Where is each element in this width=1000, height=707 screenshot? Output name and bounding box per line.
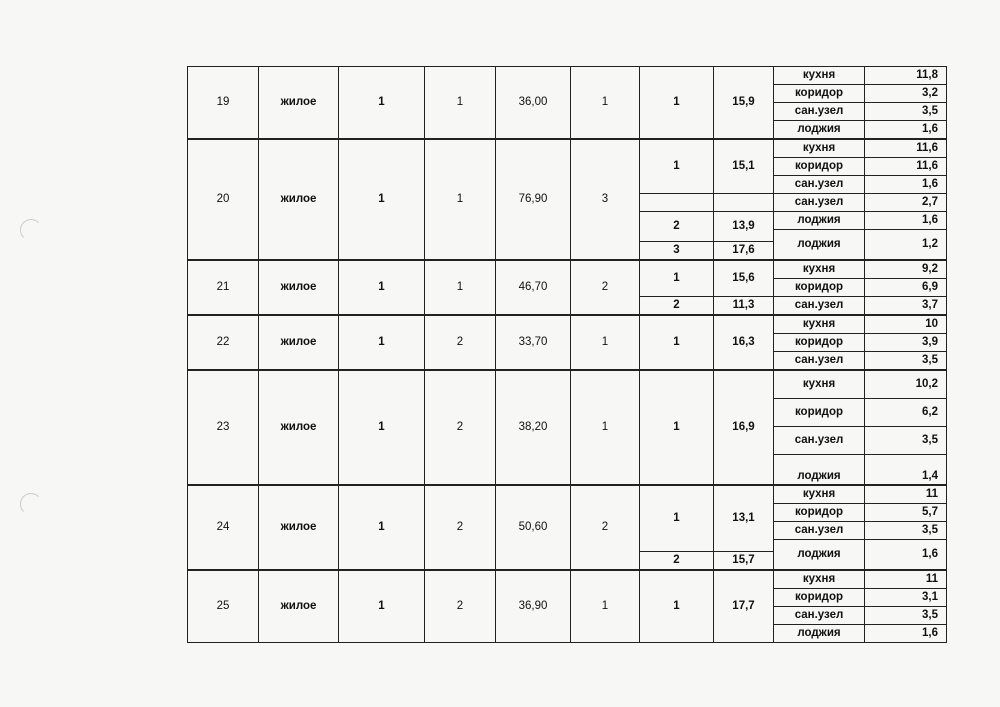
aux-room-area: 1,6 xyxy=(865,540,947,571)
room-number: 2 xyxy=(640,212,714,242)
aux-room-area: 10,2 xyxy=(865,370,947,399)
aux-room-area: 9,2 xyxy=(865,260,947,279)
apartment-total-area: 50,60 xyxy=(496,485,571,570)
apartment-number: 22 xyxy=(188,315,259,370)
apartment-col3: 1 xyxy=(339,139,425,260)
aux-room-name: сан.узел xyxy=(774,297,865,316)
room-area: 15,1 xyxy=(714,139,774,194)
aux-room-area: 1,4 xyxy=(865,455,947,486)
aux-room-name: коридор xyxy=(774,279,865,297)
aux-room-name: сан.узел xyxy=(774,352,865,371)
punch-hole-top xyxy=(20,219,42,241)
aux-room-area: 1,2 xyxy=(865,230,947,261)
apartment-col4: 2 xyxy=(425,570,496,643)
aux-room-name: лоджия xyxy=(774,625,865,643)
aux-room-name: кухня xyxy=(774,260,865,279)
aux-room-area: 3,1 xyxy=(865,589,947,607)
apartment-room-count: 1 xyxy=(571,67,640,140)
room-number: 1 xyxy=(640,260,714,297)
apartment-total-area: 46,70 xyxy=(496,260,571,315)
apartment-room-count: 2 xyxy=(571,485,640,570)
apartment-col4: 2 xyxy=(425,370,496,485)
apartment-type: жилое xyxy=(259,260,339,315)
aux-room-area: 3,5 xyxy=(865,103,947,121)
apartment-col4: 2 xyxy=(425,485,496,570)
apartment-room-count: 1 xyxy=(571,370,640,485)
aux-room-area: 5,7 xyxy=(865,504,947,522)
aux-room-area: 2,7 xyxy=(865,194,947,212)
apartment-col3: 1 xyxy=(339,485,425,570)
aux-room-name: кухня xyxy=(774,315,865,334)
aux-room-area: 11,6 xyxy=(865,139,947,158)
aux-room-name: кухня xyxy=(774,370,865,399)
aux-room-area: 3,5 xyxy=(865,427,947,455)
aux-room-name: сан.узел xyxy=(774,522,865,540)
aux-room-area: 1,6 xyxy=(865,176,947,194)
apartment-number: 23 xyxy=(188,370,259,485)
punch-hole-bottom xyxy=(20,493,42,515)
apartment-col3: 1 xyxy=(339,67,425,140)
aux-room-name: сан.узел xyxy=(774,103,865,121)
apartment-type: жилое xyxy=(259,485,339,570)
apartment-col4: 1 xyxy=(425,260,496,315)
aux-room-area: 3,5 xyxy=(865,607,947,625)
apartment-room-count: 1 xyxy=(571,570,640,643)
aux-room-name: сан.узел xyxy=(774,607,865,625)
room-number: 1 xyxy=(640,67,714,140)
apartment-col3: 1 xyxy=(339,370,425,485)
apartment-col4: 2 xyxy=(425,315,496,370)
room-area-empty xyxy=(714,194,774,212)
room-number-empty xyxy=(640,194,714,212)
room-number: 2 xyxy=(640,297,714,316)
aux-room-name: лоджия xyxy=(774,230,865,261)
room-area: 15,9 xyxy=(714,67,774,140)
room-number: 3 xyxy=(640,242,714,261)
room-area: 16,9 xyxy=(714,370,774,485)
aux-room-area: 10 xyxy=(865,315,947,334)
apartment-total-area: 38,20 xyxy=(496,370,571,485)
aux-room-name: кухня xyxy=(774,67,865,85)
aux-room-area: 6,9 xyxy=(865,279,947,297)
aux-room-area: 1,6 xyxy=(865,625,947,643)
aux-room-name: кухня xyxy=(774,485,865,504)
room-area: 17,7 xyxy=(714,570,774,643)
apartment-col4: 1 xyxy=(425,67,496,140)
aux-room-area: 6,2 xyxy=(865,399,947,427)
apartment-col3: 1 xyxy=(339,315,425,370)
apartment-total-area: 76,90 xyxy=(496,139,571,260)
aux-room-name: коридор xyxy=(774,589,865,607)
aux-room-name: лоджия xyxy=(774,121,865,140)
aux-room-area: 3,5 xyxy=(865,522,947,540)
aux-room-name: сан.узел xyxy=(774,176,865,194)
apartment-room-count: 2 xyxy=(571,260,640,315)
aux-room-area: 11 xyxy=(865,485,947,504)
aux-room-area: 3,9 xyxy=(865,334,947,352)
apartment-number: 24 xyxy=(188,485,259,570)
apartment-type: жилое xyxy=(259,139,339,260)
room-area: 11,3 xyxy=(714,297,774,316)
aux-room-area: 3,5 xyxy=(865,352,947,371)
apartment-room-count: 1 xyxy=(571,315,640,370)
aux-room-name: лоджия xyxy=(774,212,865,230)
room-number: 1 xyxy=(640,139,714,194)
apartment-type: жилое xyxy=(259,370,339,485)
room-area: 15,7 xyxy=(714,552,774,571)
aux-room-name: коридор xyxy=(774,334,865,352)
aux-room-name: сан.узел xyxy=(774,194,865,212)
room-area: 16,3 xyxy=(714,315,774,370)
room-number: 1 xyxy=(640,370,714,485)
room-area: 17,6 xyxy=(714,242,774,261)
apartment-col4: 1 xyxy=(425,139,496,260)
aux-room-area: 1,6 xyxy=(865,212,947,230)
apartment-type: жилое xyxy=(259,570,339,643)
room-area: 13,9 xyxy=(714,212,774,242)
apartment-type: жилое xyxy=(259,67,339,140)
aux-room-name: лоджия xyxy=(774,455,865,486)
room-number: 2 xyxy=(640,552,714,571)
apartment-col3: 1 xyxy=(339,570,425,643)
apartment-total-area: 36,00 xyxy=(496,67,571,140)
apartment-total-area: 36,90 xyxy=(496,570,571,643)
aux-room-area: 11,6 xyxy=(865,158,947,176)
room-area: 15,6 xyxy=(714,260,774,297)
apartment-total-area: 33,70 xyxy=(496,315,571,370)
aux-room-area: 1,6 xyxy=(865,121,947,140)
room-number: 1 xyxy=(640,485,714,552)
aux-room-name: кухня xyxy=(774,570,865,589)
aux-room-area: 11,8 xyxy=(865,67,947,85)
aux-room-area: 3,7 xyxy=(865,297,947,316)
room-number: 1 xyxy=(640,315,714,370)
room-area: 13,1 xyxy=(714,485,774,552)
apartment-type: жилое xyxy=(259,315,339,370)
aux-room-area: 11 xyxy=(865,570,947,589)
apartment-number: 20 xyxy=(188,139,259,260)
apartment-number: 21 xyxy=(188,260,259,315)
aux-room-name: коридор xyxy=(774,158,865,176)
aux-room-name: сан.узел xyxy=(774,427,865,455)
apartment-number: 25 xyxy=(188,570,259,643)
aux-room-name: коридор xyxy=(774,504,865,522)
apartment-col3: 1 xyxy=(339,260,425,315)
aux-room-name: лоджия xyxy=(774,540,865,571)
aux-room-area: 3,2 xyxy=(865,85,947,103)
apartment-area-table xyxy=(187,66,947,643)
room-number: 1 xyxy=(640,570,714,643)
aux-room-name: кухня xyxy=(774,139,865,158)
aux-room-name: коридор xyxy=(774,85,865,103)
apartment-room-count: 3 xyxy=(571,139,640,260)
aux-room-name: коридор xyxy=(774,399,865,427)
apartment-number: 19 xyxy=(188,67,259,140)
